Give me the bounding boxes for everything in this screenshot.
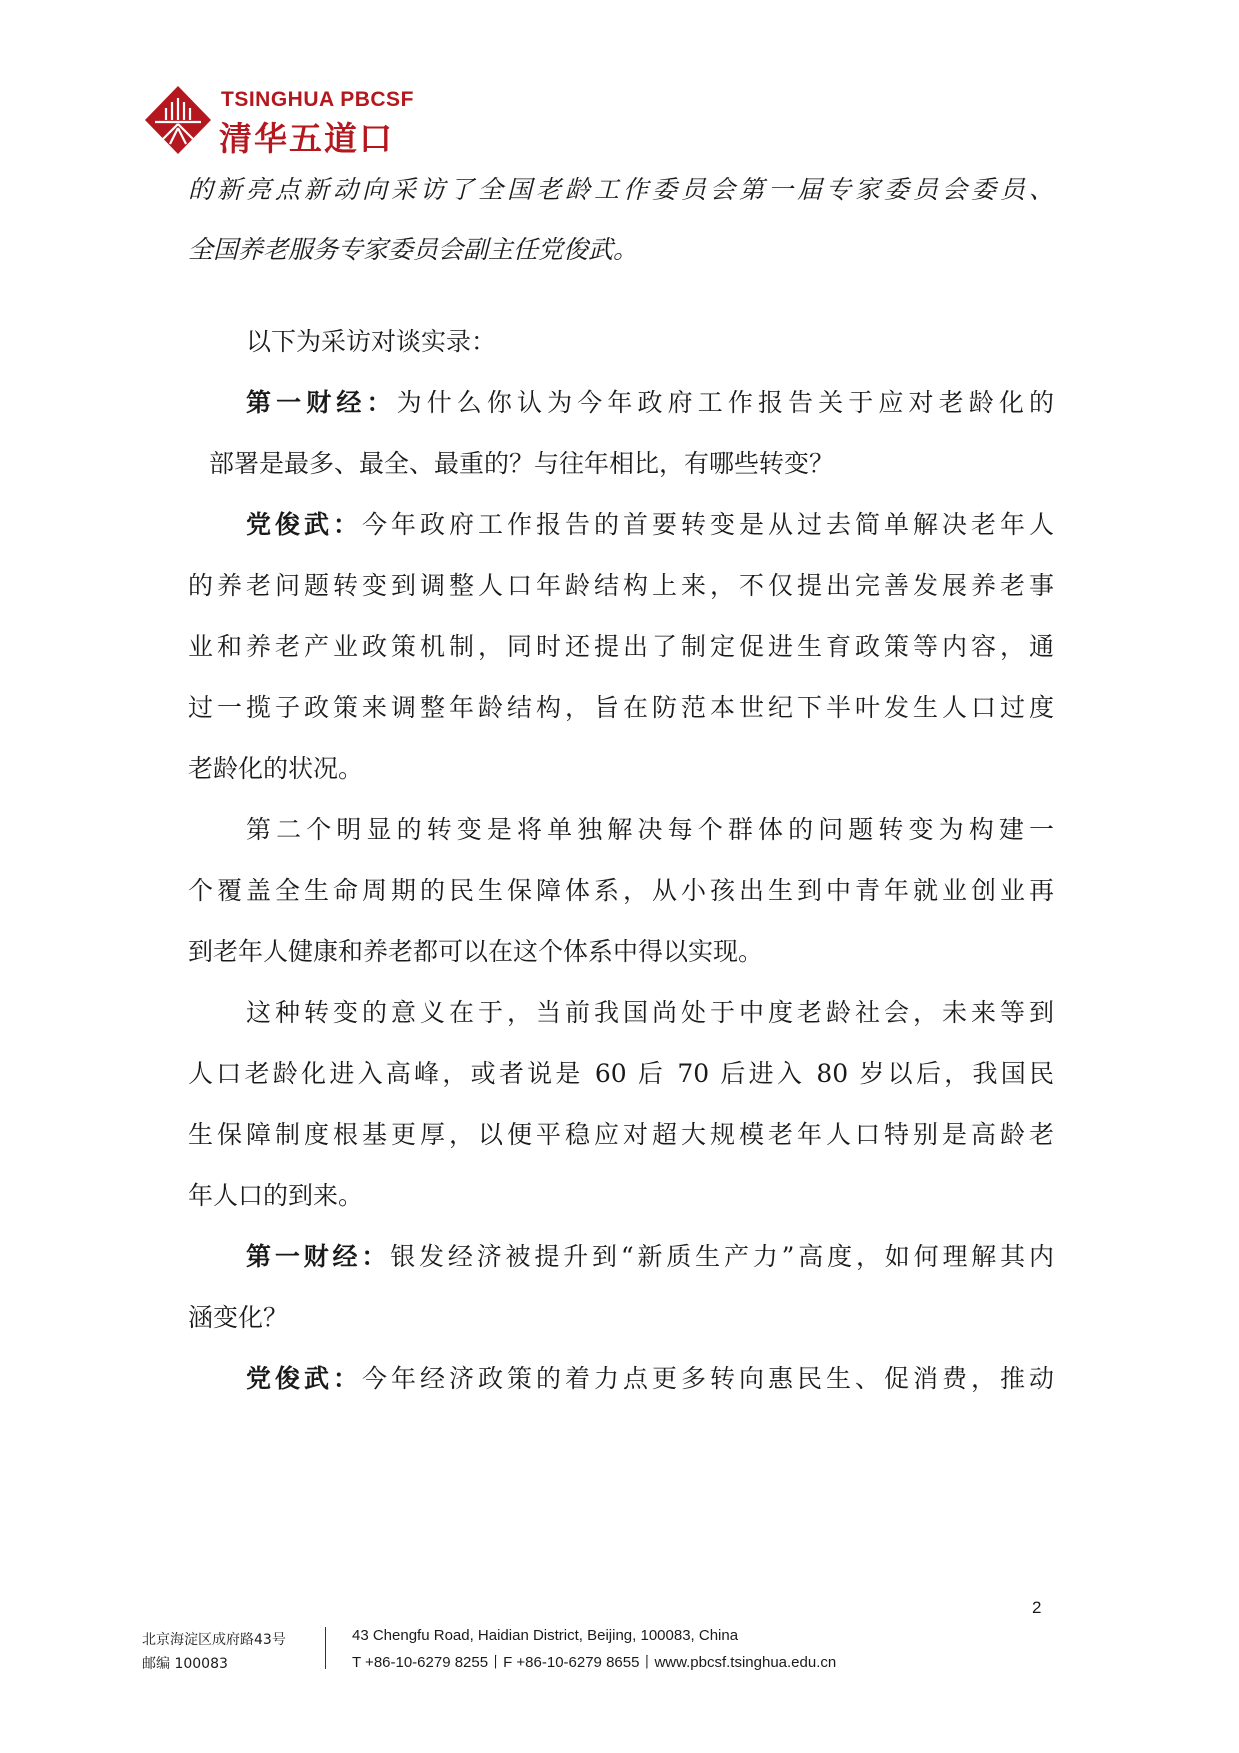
text-line: 这种转变的意义在于，当前我国尚处于中度老龄社会，未来等到 xyxy=(246,998,1054,1027)
answer-line: 党俊武：今年经济政策的着力点更多转向惠民生、促消费，推动 xyxy=(246,1364,1054,1393)
speaker-label: 党俊武： xyxy=(246,510,362,539)
text-line: 涵变化？ xyxy=(188,1303,289,1332)
text-line: 年人口的到来。 xyxy=(188,1181,364,1210)
question-line: 第一财经：为什么你认为今年政府工作报告关于应对老龄化的 xyxy=(246,388,1054,417)
text-line: 的养老问题转变到调整人口年龄结构上来，不仅提出完善发展养老事 xyxy=(188,571,1054,600)
footer-address-cn: 北京海淀区成府路43号 xyxy=(142,1632,286,1648)
text-line: 过一揽子政策来调整年龄结构，旨在防范本世纪下半叶发生人口过度 xyxy=(188,693,1054,722)
text-line: 个覆盖全生命周期的民生保障体系，从小孩出生到中青年就业创业再 xyxy=(188,876,1054,905)
footer-contact: T +86-10-6279 8255丨F +86-10-6279 8655丨www.pbcsf.tsinghua.edu.cn xyxy=(352,1654,837,1671)
footer-divider xyxy=(325,1627,326,1669)
speaker-label: 党俊武： xyxy=(246,1364,362,1393)
header xyxy=(143,84,443,159)
text-line: 到老年人健康和养老都可以在这个体系中得以实现。 xyxy=(188,937,764,966)
brand-name-en: TSINGHUA PBCSF xyxy=(221,88,414,111)
page-number: 2 xyxy=(1032,1598,1042,1617)
text-line: 生保障制度根基更厚，以便平稳应对超大规模老年人口特别是高龄老 xyxy=(188,1120,1054,1149)
text-line: 老龄化的状况。 xyxy=(188,754,364,783)
footer-postcode-cn: 邮编 100083 xyxy=(142,1656,228,1672)
text-line: 第二个明显的转变是将单独解决每个群体的问题转变为构建一 xyxy=(246,815,1054,844)
text-line: 以下为采访对谈实录： xyxy=(246,327,497,356)
answer-line: 党俊武：今年政府工作报告的首要转变是从过去简单解决老年人 xyxy=(246,510,1054,539)
pbcsf-logo-icon xyxy=(143,84,213,156)
footer-address-en: 43 Chengfu Road, Haidian District, Beijing, 100083, China xyxy=(352,1627,739,1644)
footer xyxy=(0,1625,1239,1685)
question-line: 第一财经：银发经济被提升到“新质生产力”高度，如何理解其内 xyxy=(246,1242,1054,1271)
text-line: 业和养老产业政策机制，同时还提出了制定促进生育政策等内容，通 xyxy=(188,632,1054,661)
speaker-label: 第一财经： xyxy=(246,1242,391,1271)
text-line: 人口老龄化进入高峰，或者说是 60 后 70 后进入 80 岁以后，我国民 xyxy=(188,1059,1054,1088)
text-line: 部署是最多、最全、最重的？与往年相比，有哪些转变？ xyxy=(209,449,835,478)
speaker-label: 第一财经： xyxy=(246,388,397,417)
text-line: 全国养老服务专家委员会副主任党俊武。 xyxy=(188,235,639,264)
brand-name-cn: 清华五道口 xyxy=(219,119,394,158)
text-line: 的新亮点新动向采访了全国老龄工作委员会第一届专家委员会委员、 xyxy=(188,175,1054,204)
